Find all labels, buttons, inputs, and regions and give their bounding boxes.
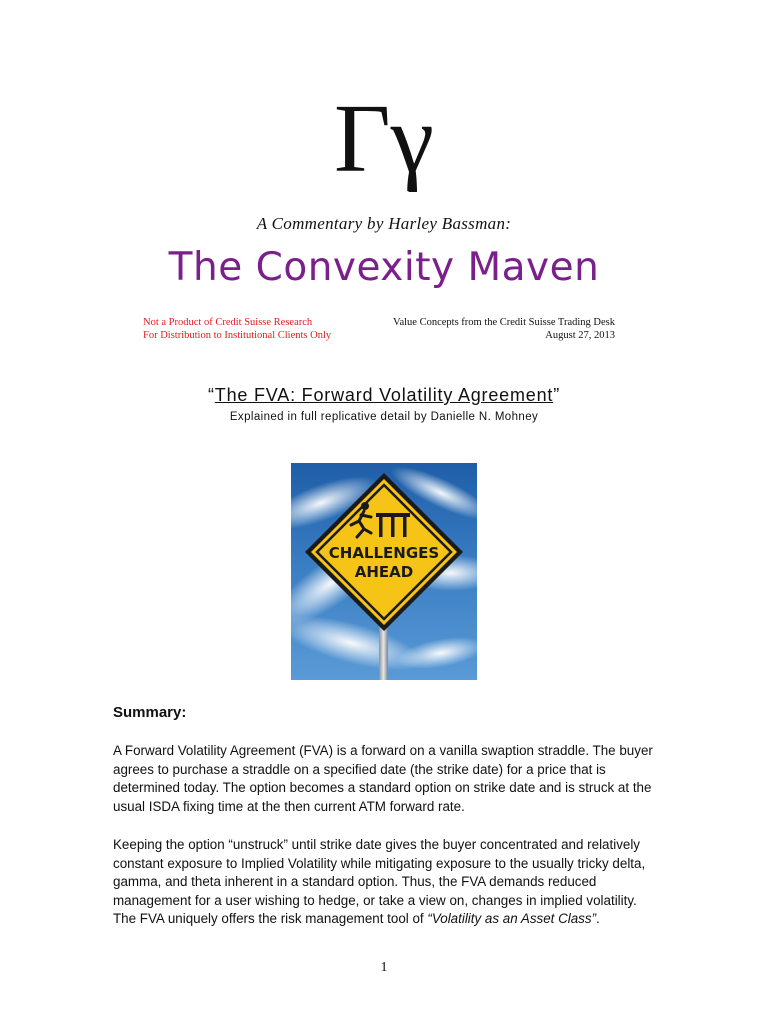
hurdle-icon	[376, 513, 410, 537]
summary-paragraph-1: A Forward Volatility Agreement (FVA) is a forward on a vanilla swaption straddle. The buyer agrees to purchase a straddle on a specified date (the strike date) for a price that is determined today. The option becomes a standard option on strike date and is struck at the usual ISDA fixing time at the then current ATM forward rate.	[113, 743, 653, 814]
source-block	[393, 316, 615, 342]
paragraph-end: .	[596, 911, 600, 927]
page-number: 1	[380, 960, 388, 975]
disclaimer-line: Not a Product of Credit Suisse Research	[143, 317, 313, 328]
quote-open: “	[208, 385, 215, 405]
summary-heading: Summary:	[113, 704, 187, 721]
quote-close: ”	[553, 385, 560, 405]
gamma-logo: Γγ	[334, 85, 434, 193]
byline: A Commentary by Harley Bassman:	[256, 214, 512, 233]
disclaimer-block	[143, 316, 331, 342]
sign-text-line2: AHEAD	[354, 563, 414, 581]
article-title-text: The FVA: Forward Volatility Agreement	[214, 385, 554, 405]
article-title	[0, 385, 768, 406]
road-sign-illustration	[291, 463, 477, 680]
summary-paragraph-2	[113, 836, 653, 929]
brand-title: The Convexity Maven	[168, 245, 600, 290]
publication-date: August 27, 2013	[545, 330, 615, 341]
paragraph-text: Keeping the option “unstruck” until strike date gives the buyer concentrated and relatively constant exposure to Implied Volatility while mitigating exposure to the usually tricky delta, gamma, and theta inherent in a standard option. Thus, the FVA demands reduced management for a user wishing to hedge, or take a view on, changes in implied volatility. The FVA uniquely offers the risk management tool of	[113, 837, 646, 927]
source-line: Value Concepts from the Credit Suisse Trading Desk	[393, 317, 615, 328]
article-subtitle: Explained in full replicative detail by Danielle N. Mohney	[229, 411, 539, 423]
disclaimer-line: For Distribution to Institutional Clients Only	[143, 330, 332, 341]
sign-text-line1: CHALLENGES	[328, 544, 440, 562]
challenges-ahead-image	[291, 463, 477, 680]
emphasis-text: “Volatility as an Asset Class”	[427, 911, 597, 927]
